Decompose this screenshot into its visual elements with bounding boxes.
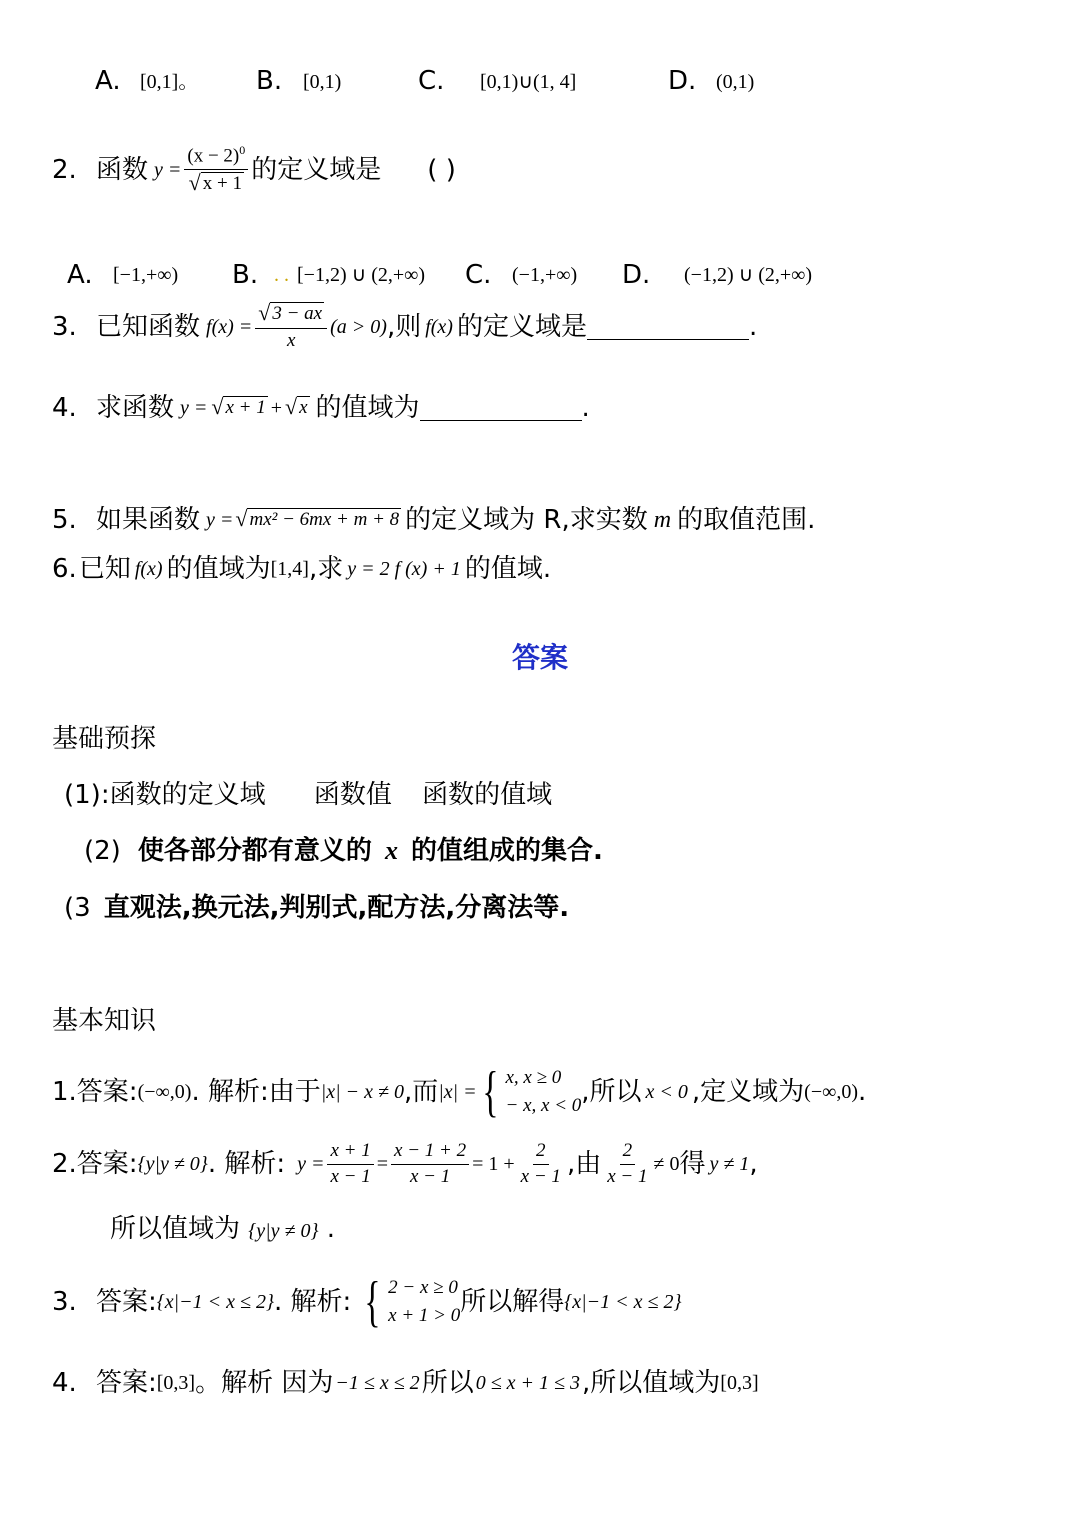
q2-frac-num: (x − 2) — [187, 145, 240, 167]
a4-t1: 。解析 因为 — [195, 1368, 334, 1398]
q2-frac-den: x + 1 — [202, 173, 242, 195]
a3-label: 答案: — [96, 1287, 157, 1317]
a2-t4: , — [749, 1149, 758, 1179]
q2-option-b-dots: . . — [274, 264, 289, 286]
a1-t2: ,而 — [403, 1077, 439, 1107]
answer-heading: 答案 — [511, 641, 568, 674]
q3-end: . — [748, 311, 758, 342]
q6-mid: 的值域为 — [166, 554, 271, 584]
a4-pre: 4. — [52, 1368, 77, 1398]
q5-suffix2: 的取值范围. — [677, 505, 816, 535]
s1-line2-pre: (2) — [84, 836, 121, 866]
a4-answer: [0,3] — [156, 1372, 196, 1394]
s1-line2-b: 的值组成的集合. — [411, 836, 603, 866]
a3-case-2: x + 1 > 0 — [388, 1305, 461, 1326]
a1-case-1: x, x ≥ 0 — [505, 1066, 562, 1088]
a3-case-1: 2 − x ≥ 0 — [388, 1276, 458, 1298]
a2-t3: 得 — [679, 1149, 706, 1179]
q5-m: m — [653, 507, 672, 533]
section-basic-preview-title: 基础预探 — [52, 724, 157, 754]
a2-fraction-1: $\frac{x + 1}{x - 1}$ — [327, 1141, 373, 1188]
a3-answer: {x|−1 < x ≤ 2} — [156, 1291, 274, 1313]
a2-line2-end: . — [326, 1214, 336, 1244]
q2-option-c-label: C. — [465, 260, 492, 290]
a2-answer: {y|y ≠ 0} — [137, 1153, 208, 1175]
a2-fraction-2: $\frac{x - 1 + 2}{x - 1}$ — [391, 1141, 469, 1188]
q6-prefix: 已知 — [78, 554, 131, 584]
q3-answer-blank — [587, 313, 749, 340]
a3-brace-icon: { — [364, 1271, 381, 1333]
a1-lhs: |x| = — [438, 1081, 477, 1103]
s1-line3-pre: (3 — [64, 893, 91, 923]
answer-1 — [52, 1062, 866, 1122]
a3-answer-2: {x|−1 < x ≤ 2} — [564, 1291, 682, 1313]
q2-fraction — [184, 144, 248, 196]
q4-suffix: 的值域为 — [315, 392, 420, 423]
a4-t3: ,所以值域为 — [582, 1368, 721, 1398]
q5-radical: √ mx² − 6mx + m + 8 — [235, 506, 400, 532]
s1-line2-x: x — [384, 836, 398, 865]
q2-frac-num-sup: 0 — [239, 143, 246, 157]
a2-eq: = — [376, 1153, 389, 1175]
q5-suffix: 的定义域为 R,求实数 — [405, 505, 648, 535]
a2-pre: 2.答案: — [52, 1149, 138, 1179]
a2-t1: . 解析: — [207, 1149, 286, 1179]
a1-t4: ,定义域为 — [691, 1077, 805, 1107]
q1-option-c-label: C. — [418, 66, 445, 96]
q6-number: 6. — [52, 554, 77, 584]
q4-end: . — [581, 392, 590, 423]
a1-case-2: − x, x < 0 — [505, 1095, 582, 1116]
a1-cond: x < 0 — [645, 1081, 688, 1103]
q2-option-b-value: [−1,2) ∪ (2,+∞) — [297, 264, 426, 286]
a2-line2-pre: 所以值域为 — [110, 1214, 241, 1244]
q3-frac-num: 3 − ax — [272, 303, 323, 324]
q5-number: 5. — [52, 505, 77, 535]
question-5 — [52, 507, 815, 533]
a2-result: y ≠ 1 — [709, 1153, 750, 1175]
question-4 — [52, 394, 590, 421]
q6-range: [1,4] — [270, 558, 309, 580]
q3-number: 3. — [52, 311, 77, 342]
q2-option-b-label: B. — [232, 260, 259, 290]
q4-prefix: 求函数 — [96, 392, 175, 423]
q1-option-a-value: [0,1]。 — [140, 71, 199, 93]
q2-option-a-value: [−1,+∞) — [113, 264, 179, 286]
q1-option-d-value: (0,1) — [716, 71, 755, 93]
q3-fraction: √ 3 − ax x — [255, 302, 327, 352]
a4-t2: 所以 — [421, 1368, 474, 1398]
s1-line1-c: 函数的值域 — [422, 780, 553, 810]
q4-plus: + — [270, 396, 283, 419]
a1-expr: |x| − x ≠ 0 — [320, 1081, 404, 1103]
answer-4 — [52, 1370, 759, 1396]
q3-fx: f(x) — [425, 315, 453, 338]
q6-fx: f(x) — [134, 558, 163, 580]
question-6 — [52, 556, 551, 582]
q1-option-a-label: A. — [95, 66, 121, 96]
q4-answer-blank — [420, 394, 582, 421]
q1-option-b-value: [0,1) — [303, 71, 342, 93]
a2-lhs: y = — [297, 1153, 325, 1175]
a1-brace-icon: { — [481, 1061, 499, 1123]
q6-mid2: ,求 — [308, 554, 344, 584]
s1-line-3 — [64, 895, 569, 921]
q3-lhs: f(x) = — [206, 315, 253, 338]
s1-line3: 直观法,换元法,判别式,配方法,分离法等. — [103, 893, 570, 923]
s1-line1-b: 函数值 — [313, 780, 392, 810]
q1-option-b-label: B. — [256, 66, 283, 96]
a3-t2: 所以解得 — [460, 1287, 565, 1317]
question-3 — [52, 302, 757, 352]
q2-option-a-label: A. — [67, 260, 93, 290]
a1-end: . — [858, 1077, 867, 1107]
a3-t1: . 解析: — [273, 1287, 352, 1317]
a2-ne: ≠ 0 — [653, 1153, 680, 1175]
a2-fraction-4: $\frac{2}{x - 1}$ — [607, 1139, 648, 1187]
a1-t1: . 解析:由于 — [191, 1077, 321, 1107]
q2-option-d-value: (−1,2) ∪ (2,+∞) — [684, 264, 813, 286]
q4-radical-2: √ x — [285, 393, 308, 419]
q2-number: 2. — [52, 155, 77, 186]
q1-option-c-value: [0,1)∪(1, 4] — [480, 71, 577, 93]
section-basic-knowledge-title: 基本知识 — [52, 1006, 157, 1036]
q2-option-c-value: (−1,+∞) — [512, 264, 578, 286]
q3-condition: (a > 0) — [330, 315, 387, 338]
a3-pre: 3. — [52, 1287, 77, 1317]
a1-piecewise — [477, 1061, 582, 1123]
answer-3 — [52, 1272, 681, 1332]
q3-mid: ,则 — [386, 311, 422, 342]
a4-c2: 0 ≤ x + 1 ≤ 3 — [475, 1372, 581, 1394]
a1-pre: 1.答案: — [52, 1077, 138, 1107]
a2-t2: ,由 — [566, 1149, 602, 1179]
q4-number: 4. — [52, 392, 77, 423]
q2-suffix: 的定义域是 — [251, 155, 382, 186]
q3-prefix: 已知函数 — [96, 311, 201, 342]
q4-radical-1: √ x + 1 — [211, 393, 266, 419]
s1-line-1 — [64, 782, 552, 808]
q6-suffix: 的值域. — [464, 554, 552, 584]
a4-c1: −1 ≤ x ≤ 2 — [335, 1372, 420, 1394]
a1-answer-2: (−∞,0) — [804, 1081, 859, 1103]
s1-line1-a: (1):函数的定义域 — [64, 780, 266, 810]
q1-option-d-label: D. — [668, 66, 697, 96]
q2-option-d-label: D. — [622, 260, 651, 290]
q2-paren: ( ) — [427, 155, 456, 186]
a1-answer: (−∞,0) — [137, 1081, 192, 1103]
q4-lhs: y = — [180, 396, 208, 419]
a3-system — [359, 1271, 461, 1333]
q2-lhs: y = — [154, 159, 182, 182]
s1-line-2 — [84, 838, 603, 864]
a4-answer-2: [0,3] — [720, 1372, 759, 1394]
q6-expr: y = 2 f (x) + 1 — [347, 558, 461, 580]
q5-lhs: y = — [206, 509, 234, 531]
q5-prefix: 如果函数 — [96, 505, 201, 535]
answer-2-line-2 — [110, 1216, 335, 1242]
a4-label: 答案: — [96, 1368, 157, 1398]
answer-2 — [52, 1136, 758, 1192]
a2-eq2: = 1 + — [472, 1153, 515, 1175]
q3-frac-den: x — [286, 329, 296, 351]
a1-t3: ,所以 — [581, 1077, 642, 1107]
question-2 — [52, 144, 456, 196]
s1-line2-a: 使各部分都有意义的 — [137, 836, 372, 866]
q3-suffix: 的定义域是 — [456, 311, 587, 342]
q2-frac-den-sqrt: √ x + 1 — [188, 170, 242, 196]
a2-line2-answer: {y|y ≠ 0} — [248, 1220, 319, 1242]
a2-fraction-3: $\frac{2}{x - 1}$ — [520, 1139, 561, 1187]
q2-prefix: 函数 — [96, 155, 149, 186]
